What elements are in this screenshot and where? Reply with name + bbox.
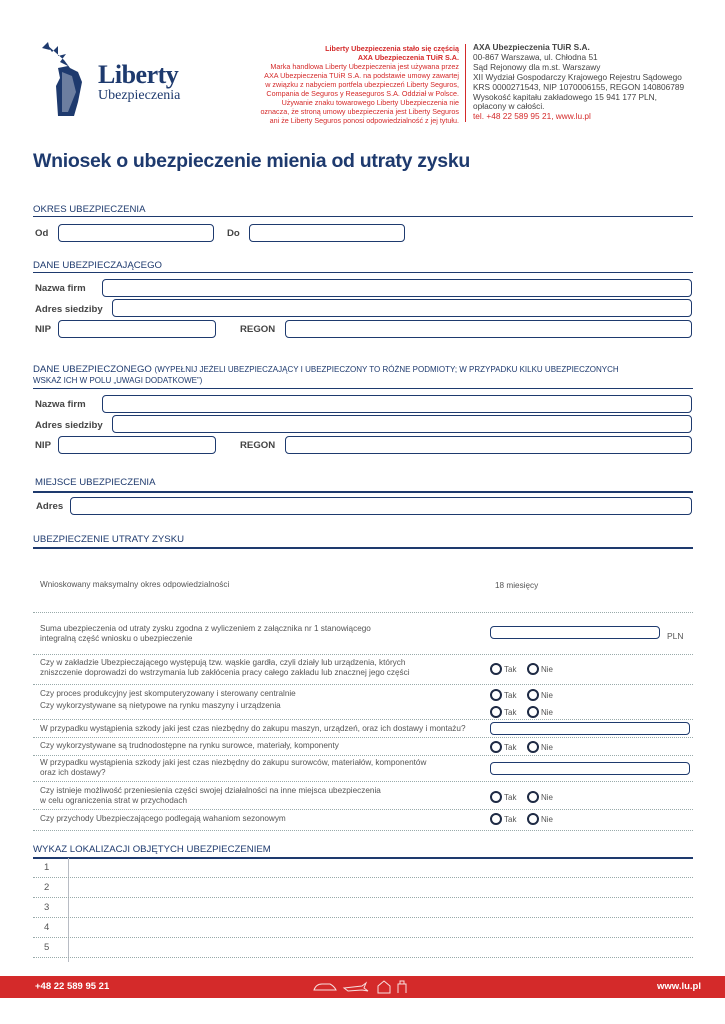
section-ubezpieczajacy-heading: DANE UBEZPIECZAJĄCEGO — [33, 260, 163, 271]
page-title: Wniosek o ubezpieczenie mienia od utraty zysku — [33, 150, 470, 172]
location-row-field[interactable] — [74, 859, 692, 875]
period-value: 18 miesięcy — [495, 581, 539, 590]
radio-icon[interactable] — [490, 791, 502, 803]
section-miejsce-heading: MIEJSCE UBEZPIECZENIA — [35, 477, 156, 488]
brand-notice-line: Marka handlowa Liberty Ubezpieczenia jest używana przez — [270, 62, 459, 71]
no-label: Nie — [541, 664, 554, 674]
company-line: Wysokość kapitału zakładowego 15 941 177 PLN, — [473, 91, 657, 102]
radio-icon[interactable] — [527, 813, 539, 825]
question-relocation — [40, 786, 381, 806]
location-address-label: Adres — [36, 501, 64, 512]
section-rule — [33, 547, 693, 549]
insured-regon-label: REGON — [240, 440, 276, 451]
section-rule — [33, 216, 693, 217]
brand-notice-line: Compania de Seguros y Reaseguros S.A. Oddział w Polsce. — [266, 89, 459, 98]
question-sum-line1: Suma ubezpieczenia od utraty zysku zgodna z wyliczeniem z załącznika nr 1 stanowiącego — [40, 624, 371, 633]
q1-yes-option[interactable] — [490, 663, 516, 675]
insurer-nip-field[interactable] — [58, 320, 216, 338]
row-divider — [33, 830, 693, 831]
question-machine-time: W przypadku wystąpienia szkody jaki jest czas niezbędny do zakupu maszyn, urządzeń, oraz ich dostawy i montażu? — [40, 724, 466, 733]
row-divider — [33, 917, 693, 918]
section-rule — [33, 491, 693, 493]
location-row-field[interactable] — [74, 919, 692, 935]
company-line: XII Wydział Gospodarczy Krajowego Rejestru Sądowego — [473, 71, 682, 82]
location-column-divider — [68, 858, 69, 962]
ubezpieczony-heading-note: (WYPEŁNIJ JEŻELI UBEZPIECZAJĄCY I UBEZPIECZONY TO RÓŻNE PODMIOTY; W PRZYPADKU KILKU UBEZPIECZONYCH — [154, 365, 619, 374]
radio-icon[interactable] — [527, 791, 539, 803]
radio-icon[interactable] — [527, 663, 539, 675]
company-line: 00-867 Warszawa, ul. Chłodna 51 — [473, 51, 598, 62]
location-row-number: 2 — [44, 882, 50, 893]
plane-icon — [344, 983, 368, 991]
q2-no-option[interactable] — [527, 689, 553, 701]
question-machinery: Czy wykorzystywane są nietypowe na rynku maszyny i urządzenia — [40, 701, 281, 710]
question-bottlenecks-line1: Czy w zakładzie Ubezpieczającego występują tzw. wąskie gardła, czyli działy lub urządzenia, których — [40, 658, 406, 667]
yes-label: Tak — [504, 707, 517, 717]
section-lokalizacje-heading: WYKAZ LOKALIZACJI OBJĘTYCH UBEZPIECZENIEM — [33, 844, 271, 855]
radio-icon[interactable] — [527, 741, 539, 753]
section-rule — [33, 388, 693, 389]
logo-name: Liberty — [98, 60, 179, 89]
q3-yes-option[interactable] — [490, 706, 516, 718]
row-divider — [33, 654, 693, 655]
brand-notice — [245, 44, 459, 125]
brand-notice-line: AXA Ubezpieczenia TUiR S.A. — [357, 53, 459, 62]
no-label: Nie — [541, 814, 554, 824]
house-icon — [378, 981, 390, 993]
location-address-field[interactable] — [70, 497, 692, 515]
footer-phone[interactable]: +48 22 589 95 21 — [35, 981, 110, 992]
row-divider — [33, 719, 693, 720]
no-label: Nie — [541, 792, 554, 802]
row-divider — [33, 897, 693, 898]
q5-no-option[interactable] — [527, 741, 553, 753]
q5-yes-option[interactable] — [490, 741, 516, 753]
row-divider — [33, 684, 693, 685]
question-sum-line2: integralną część wniosku o ubezpieczenie — [40, 634, 193, 643]
radio-icon[interactable] — [527, 706, 539, 718]
brand-notice-line: oznacza, że stroną umowy ubezpieczenia jest Liberty Seguros — [260, 107, 459, 116]
radio-icon[interactable] — [490, 689, 502, 701]
insured-nip-label: NIP — [35, 440, 51, 451]
company-lines — [473, 53, 713, 112]
section-ubezpieczony-heading — [33, 364, 619, 386]
brand-notice-line: ani że Liberty Seguros ponosi odpowiedzialność z jej tytułu. — [269, 116, 459, 125]
company-line: KRS 0000271543, NIP 1070006155, REGON 140806789 — [473, 81, 685, 92]
insurer-address-label: Adres siedziby — [35, 304, 103, 315]
brand-notice-line: Używanie znaku towarowego Liberty Ubezpieczenia nie — [281, 98, 459, 107]
location-row-field[interactable] — [74, 939, 692, 955]
bag-icon — [398, 981, 406, 993]
ubezpieczony-heading-note2: WSKAŻ ICH W POLU „UWAGI DODATKOWE”) — [33, 376, 203, 385]
footer-bar — [0, 976, 725, 998]
materials-time-field[interactable] — [490, 762, 690, 775]
from-date-field[interactable] — [58, 224, 214, 242]
brand-notice-line: w związku z nabyciem portfela ubezpieczeń Liberty Seguros, — [265, 80, 459, 89]
question-relocation-line1: Czy istnieje możliwość przeniesienia części swojej działalności na inne miejsca ubezpieczenia — [40, 786, 381, 795]
question-computerized: Czy proces produkcyjny jest skomputeryzowany i sterowany centralnie — [40, 689, 296, 698]
header-divider — [465, 44, 466, 122]
question-seasonal: Czy przychody Ubezpieczającego podlegają wahaniom sezonowym — [40, 814, 286, 823]
question-period: Wnioskowany maksymalny okres odpowiedzialności — [40, 580, 230, 589]
q7-yes-option[interactable] — [490, 791, 516, 803]
brand-notice-line: AXA Ubezpieczenia TUiR S.A. na podstawie umowy zawartej — [264, 71, 459, 80]
section-okres-heading: OKRES UBEZPIECZENIA — [33, 204, 146, 215]
location-row-number: 4 — [44, 922, 50, 933]
question-materials-time-line2: oraz ich dostawy? — [40, 768, 106, 777]
location-row-number: 5 — [44, 942, 50, 953]
question-relocation-line2: w celu ograniczenia strat w przychodach — [40, 796, 187, 805]
radio-icon[interactable] — [490, 741, 502, 753]
car-icon — [314, 984, 336, 990]
insured-regon-field[interactable] — [285, 436, 692, 454]
to-date-field[interactable] — [249, 224, 405, 242]
radio-icon[interactable] — [527, 689, 539, 701]
row-divider — [33, 755, 693, 756]
question-materials-time — [40, 758, 426, 778]
insurer-name-field[interactable] — [102, 279, 692, 297]
no-label: Nie — [541, 707, 554, 717]
section-utrata-heading: UBEZPIECZENIE UTRATY ZYSKU — [33, 534, 185, 545]
to-label: Do — [227, 228, 240, 239]
row-divider — [33, 937, 693, 938]
radio-icon[interactable] — [490, 813, 502, 825]
insurer-name-label: Nazwa firm — [35, 283, 86, 294]
section-rule — [33, 272, 693, 273]
from-label: Od — [35, 228, 49, 239]
location-row-number: 3 — [44, 902, 50, 913]
insured-name-field[interactable] — [102, 395, 692, 413]
logo-wordmark — [98, 60, 180, 104]
q2-yes-option[interactable] — [490, 689, 516, 701]
q8-yes-option[interactable] — [490, 813, 516, 825]
q7-no-option[interactable] — [527, 791, 553, 803]
row-divider — [33, 781, 693, 782]
question-sum — [40, 624, 371, 644]
row-divider — [33, 612, 693, 613]
insured-name-label: Nazwa firm — [35, 399, 86, 410]
machine-time-field[interactable] — [490, 722, 690, 735]
radio-icon[interactable] — [490, 706, 502, 718]
company-info — [473, 43, 713, 122]
brand-notice-line: Liberty Ubezpieczenia stało się częścią — [325, 44, 459, 53]
company-name: AXA Ubezpieczenia TUiR S.A. — [473, 42, 590, 52]
location-row-number: 1 — [44, 862, 50, 873]
yes-label: Tak — [504, 742, 517, 752]
row-divider — [33, 877, 693, 878]
no-label: Nie — [541, 742, 554, 752]
question-materials-time-line1: W przypadku wystąpienia szkody jaki jest czas niezbędny do zakupu surowców, materiałów, komponentów — [40, 758, 427, 767]
insurer-address-field[interactable] — [112, 299, 692, 317]
yes-label: Tak — [504, 792, 517, 802]
yes-label: Tak — [504, 814, 517, 824]
row-divider — [33, 957, 693, 958]
question-bottlenecks — [40, 658, 410, 678]
yes-label: Tak — [504, 664, 517, 674]
company-line: opłacony w całości. — [473, 101, 545, 112]
yes-label: Tak — [504, 690, 517, 700]
company-line: Sąd Rejonowy dla m.st. Warszawy — [473, 61, 601, 72]
row-divider — [33, 737, 693, 738]
insured-address-field[interactable] — [112, 415, 692, 433]
question-bottlenecks-line2: zniszczenie doprowadzi do wstrzymania lub zakłócenia pracy całego zakładu lub znacznej jego części — [40, 668, 410, 677]
logo-subtitle: Ubezpieczenia — [98, 88, 181, 103]
insurer-nip-label: NIP — [35, 324, 51, 335]
row-divider — [33, 809, 693, 810]
insurer-regon-label: REGON — [240, 324, 276, 335]
footer-product-icons — [312, 978, 412, 996]
company-contact: tel. +48 22 589 95 21, www.lu.pl — [473, 111, 591, 122]
footer-website[interactable]: www.lu.pl — [657, 981, 701, 992]
radio-icon[interactable] — [490, 663, 502, 675]
q8-no-option[interactable] — [527, 813, 553, 825]
sum-field[interactable] — [490, 626, 660, 639]
ubezpieczony-heading-title: DANE UBEZPIECZONEGO — [33, 364, 152, 375]
q1-no-option[interactable] — [527, 663, 553, 675]
location-row-field[interactable] — [74, 879, 692, 895]
no-label: Nie — [541, 690, 554, 700]
currency-label: PLN — [667, 631, 684, 641]
q3-no-option[interactable] — [527, 706, 553, 718]
insured-address-label: Adres siedziby — [35, 420, 103, 431]
insurer-regon-field[interactable] — [285, 320, 692, 338]
insured-nip-field[interactable] — [58, 436, 216, 454]
question-materials: Czy wykorzystywane są trudnodostępne na rynku surowce, materiały, komponenty — [40, 741, 339, 750]
location-row-field[interactable] — [74, 899, 692, 915]
